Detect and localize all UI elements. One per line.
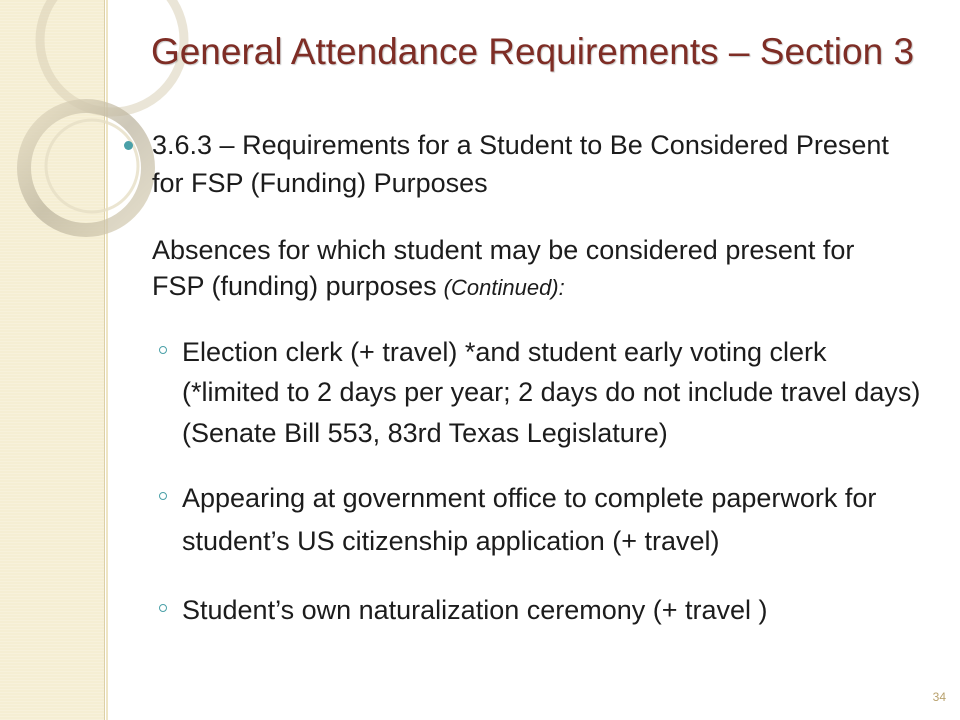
sub-bullet-line: (Senate Bill 553, 83rd Texas Legislature) — [182, 418, 668, 448]
bullet-dot-icon — [124, 141, 133, 150]
sub-bullet-line: Appearing at government office to complete paperwork for — [182, 483, 877, 513]
inner-ring — [46, 120, 138, 212]
sub-bullet-line: (*limited to 2 days per year; 2 days do not include travel days) — [182, 377, 921, 407]
bullet-heading-line: 3.6.3 – Requirements for a Student to Be Considered Present — [152, 130, 889, 160]
bullet-intro-line: Absences for which student may be considered present for — [152, 235, 855, 265]
bullet-ring-icon — [159, 346, 167, 354]
page-number: 34 — [932, 690, 946, 704]
sub-bullet-line: student’s US citizenship application (+ travel) — [182, 526, 720, 556]
slide-title: General Attendance Requirements – Section 3 — [150, 31, 915, 72]
sub-bullet-line: Student’s own naturalization ceremony (+ travel ) — [182, 595, 768, 625]
bullet-intro-line — [152, 269, 565, 303]
bullet-ring-icon — [159, 492, 167, 500]
bullet-ring-icon — [159, 604, 167, 612]
sub-bullet-line: Election clerk (+ travel) *and student early voting clerk — [182, 337, 827, 367]
bullet-heading-line: for FSP (Funding) Purposes — [152, 168, 488, 198]
continued-note: (Continued): — [443, 275, 565, 300]
intro-text: FSP (funding) purposes — [152, 271, 437, 301]
